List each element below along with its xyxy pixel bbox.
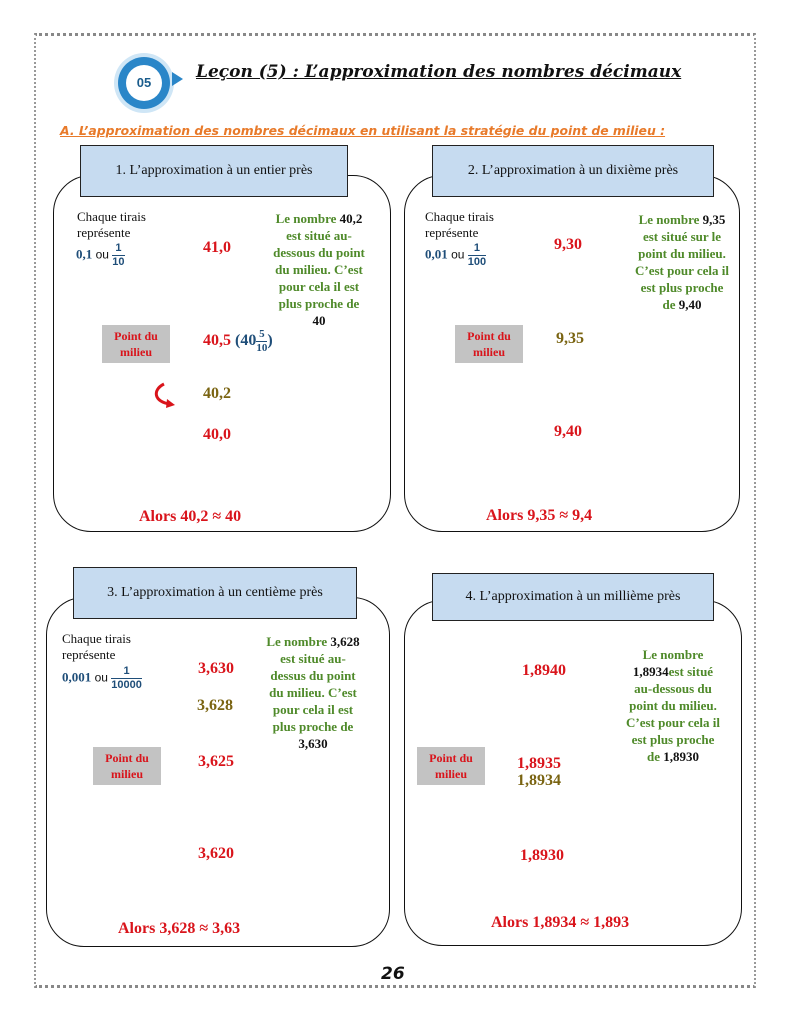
midpoint-label-line: milieu [435, 767, 467, 781]
scale-label-line: Chaque tirais [62, 631, 131, 646]
note-text: au-dessous du [634, 681, 712, 696]
midpoint-label [417, 747, 485, 785]
panel-1-scale-value [76, 242, 125, 269]
note-text: plus proche de [272, 719, 354, 734]
note-text: Le nombre [275, 211, 337, 226]
panel-2-title: 2. L’approximation à un dixième près [432, 145, 714, 197]
panel-1-explanation [264, 210, 374, 329]
note-text: de [647, 749, 660, 764]
fraction-numerator: 1 [111, 665, 142, 679]
midpoint-fraction [256, 328, 267, 355]
scale-or: ou [95, 247, 109, 262]
note-text: Le nombre [638, 212, 700, 227]
note-text: C’est pour cela il [635, 263, 729, 278]
scale-decimal: 0,01 [425, 246, 448, 262]
page-number: 26 [381, 964, 405, 984]
midpoint-label-line: Point du [114, 329, 158, 343]
fraction-denominator: 10 [256, 342, 268, 354]
panel-1-scale-label [77, 209, 146, 241]
fraction-denominator: 10 [112, 256, 125, 268]
scale-or: ou [94, 670, 108, 685]
scale-fraction [112, 242, 124, 269]
midpoint-value: 40,5 [203, 332, 231, 350]
value-upper: 3,630 [198, 660, 234, 677]
scale-decimal: 0,001 [62, 669, 92, 685]
midpoint-paren-close: ) [267, 332, 273, 350]
panel-3-title: 3. L’approximation à un centième près [73, 567, 357, 619]
midpoint-paren-open: (40 [235, 332, 257, 350]
note-number: 9,40 [678, 297, 702, 312]
value-number: 3,628 [197, 697, 233, 714]
note-number: 9,35 [702, 212, 726, 227]
scale-label-line: Chaque tirais [425, 209, 494, 224]
note-text: pour cela il est [278, 279, 360, 294]
value-number: 1,8934 [517, 772, 561, 789]
value-lower: 9,30 [554, 236, 582, 253]
note-text: Le nombre [266, 634, 328, 649]
value-upper: 1,8940 [522, 662, 566, 679]
note-text: plus proche de [278, 296, 360, 311]
midpoint-label-line: milieu [111, 767, 143, 781]
panel-2-scale-label [425, 209, 494, 241]
note-text: est situé au- [280, 651, 346, 666]
note-text: est situé au- [286, 228, 352, 243]
value-lower: 3,620 [198, 845, 234, 862]
panel-2-conclusion: Alors 9,35 ≈ 9,4 [486, 507, 593, 524]
note-number: 3,630 [298, 736, 328, 751]
value-number: 40,2 [203, 385, 231, 402]
note-number: 1,8930 [663, 749, 699, 764]
scale-label-line: représente [62, 647, 116, 662]
note-text: Le nombre [642, 647, 704, 662]
note-text: point du milieu. [629, 698, 717, 713]
panel-3-explanation [253, 633, 373, 752]
midpoint-label-line: Point du [105, 751, 149, 765]
note-text: dessous du point [273, 245, 365, 260]
midpoint-label-line: milieu [473, 345, 505, 359]
panel-2-explanation [620, 211, 744, 313]
note-text: est situé [668, 664, 714, 679]
fraction-numerator: 5 [256, 328, 267, 342]
note-text: pour cela il est [272, 702, 354, 717]
lesson-title: Leçon (5) : L’approximation des nombres décimaux [196, 62, 682, 82]
lesson-number: 05 [126, 65, 162, 101]
note-text: C’est pour cela il [626, 715, 720, 730]
midpoint-label [455, 325, 523, 363]
lesson-number-badge [118, 57, 170, 109]
note-number: 40,2 [339, 211, 363, 226]
section-title: A. L’approximation des nombres décimaux en utilisant la stratégie du point de milieu : [60, 123, 666, 138]
panel-3-scale-label [62, 631, 131, 663]
midpoint-label-line: Point du [429, 751, 473, 765]
note-number: 3,628 [330, 634, 360, 649]
scale-label-line: représente [77, 225, 131, 240]
value-midpoint: 1,8935 [517, 755, 561, 772]
panel-4-explanation [612, 646, 734, 765]
midpoint-label-line: Point du [467, 329, 511, 343]
note-text: est plus proche [631, 732, 715, 747]
fraction-denominator: 100 [467, 256, 487, 268]
value-midpoint: 9,35 [556, 330, 584, 347]
note-text: du milieu. C’est [269, 685, 357, 700]
note-text: du milieu. C’est [275, 262, 363, 277]
panel-2-scale-value [425, 242, 486, 269]
fraction-denominator: 10000 [111, 679, 142, 691]
note-text: de [662, 297, 676, 312]
note-text: est situé sur le [642, 229, 722, 244]
scale-fraction [111, 665, 142, 692]
note-number: 40 [312, 313, 326, 328]
fraction-numerator: 1 [112, 242, 124, 256]
note-text: dessus du point [270, 668, 356, 683]
value-upper: 41,0 [203, 239, 231, 256]
panel-1-conclusion: Alors 40,2 ≈ 40 [139, 508, 242, 525]
scale-label-line: représente [425, 225, 479, 240]
value-lower: 40,0 [203, 426, 231, 443]
curved-arrow-icon [150, 380, 180, 410]
scale-or: ou [451, 247, 465, 262]
panel-4-conclusion: Alors 1,8934 ≈ 1,893 [491, 914, 630, 931]
note-number: 1,8934 [632, 664, 669, 679]
note-text: point du milieu. [638, 246, 726, 261]
value-midpoint [203, 328, 273, 355]
scale-decimal: 0,1 [76, 246, 93, 262]
value-midpoint: 3,625 [198, 753, 234, 770]
badge-arrow-icon [172, 72, 183, 86]
panel-4-title: 4. L’approximation à un millième près [432, 573, 714, 621]
fraction-numerator: 1 [468, 242, 486, 256]
panel-3-conclusion: Alors 3,628 ≈ 3,63 [118, 920, 241, 937]
midpoint-label [102, 325, 170, 363]
value-upper: 9,40 [554, 423, 582, 440]
scale-fraction [468, 242, 486, 269]
value-lower: 1,8930 [520, 847, 564, 864]
panel-3-scale-value [62, 665, 142, 692]
panel-1-title: 1. L’approximation à un entier près [80, 145, 348, 197]
scale-label-line: Chaque tirais [77, 209, 146, 224]
midpoint-label-line: milieu [120, 345, 152, 359]
note-text: est plus proche [640, 280, 724, 295]
midpoint-label [93, 747, 161, 785]
